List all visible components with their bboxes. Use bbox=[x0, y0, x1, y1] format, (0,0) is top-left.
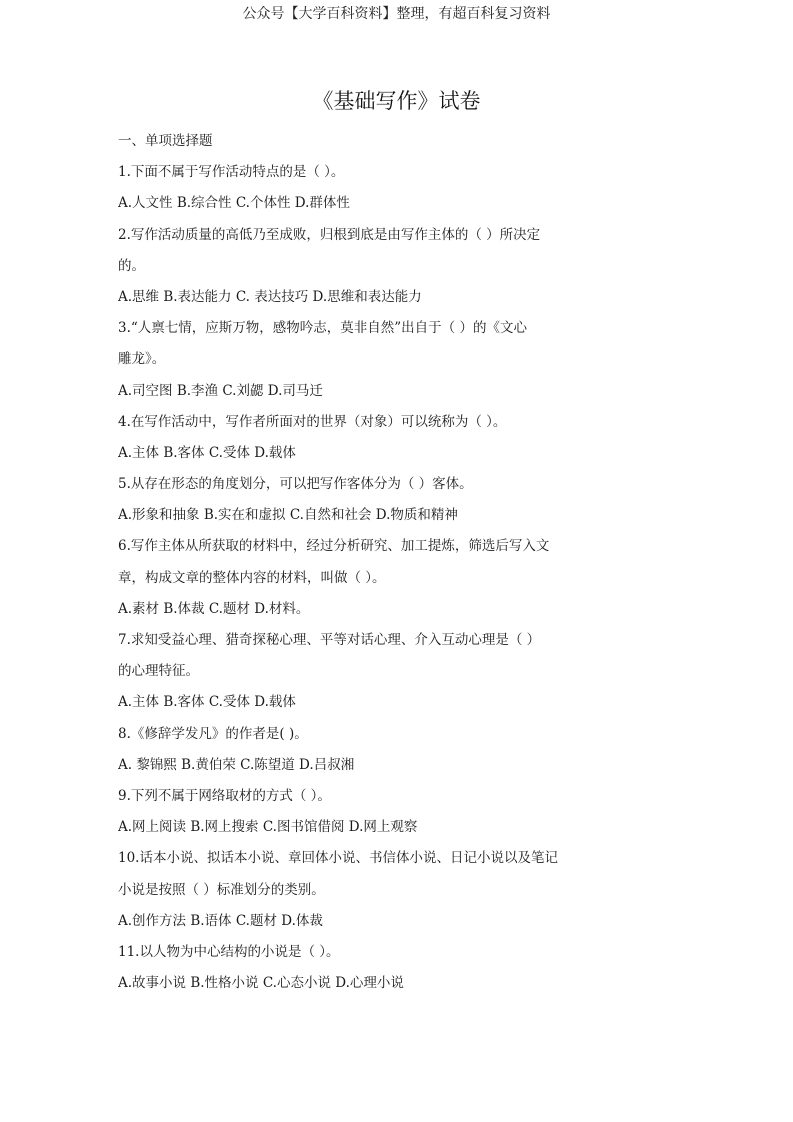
text-line: A.故事小说 B.性格小说 C.心态小说 D.心理小说 bbox=[118, 975, 404, 992]
text-line: A. 黎锦熙 B.黄伯荣 C.陈望道 D.吕叔湘 bbox=[118, 756, 355, 773]
text-line: A.网上阅读 B.网上搜索 C.图书馆借阅 D.网上观察 bbox=[118, 819, 418, 836]
document-body bbox=[118, 126, 588, 999]
text-line: A.司空图 B.李渔 C.刘勰 D.司马迁 bbox=[118, 382, 323, 399]
text-line: 的。 bbox=[118, 257, 145, 274]
text-line: 7.求知受益心理、猎奇探秘心理、平等对话心理、介入互动心理是（ ） bbox=[118, 632, 541, 648]
text-line: 8.《修辞学发凡》的作者是( )。 bbox=[118, 725, 308, 742]
text-line: 9.下列不属于网络取材的方式（ ）。 bbox=[118, 787, 331, 804]
text-line: A.形象和抽象 B.实在和虚拟 C.自然和社会 D.物质和精神 bbox=[118, 507, 458, 524]
text-line: A.创作方法 B.语体 C.题材 D.体裁 bbox=[118, 912, 323, 929]
text-line: 3.“人禀七情，应斯万物，感物吟志，莫非自然”出自于（ ）的《文心 bbox=[118, 320, 527, 337]
page-header: 公众号【大学百科资料】整理，有超百科复习资料 bbox=[242, 6, 551, 22]
text-line: 10.话本小说、拟话本小说、章回体小说、书信体小说、日记小说以及笔记 bbox=[118, 850, 558, 867]
text-line: 4.在写作活动中，写作者所面对的世界（对象）可以统称为（ ）。 bbox=[118, 413, 507, 430]
text-line: 小说是按照（ ）标准划分的类别。 bbox=[118, 881, 325, 898]
text-line: 雕龙》。 bbox=[118, 351, 166, 368]
text-line: 章，构成文章的整体内容的材料，叫做（ ）。 bbox=[118, 569, 386, 586]
text-line: 2.写作活动质量的高低乃至成败，归根到底是由写作主体的（ ）所决定 bbox=[118, 226, 541, 243]
text-line: A.主体 B.客体 C.受体 D.载体 bbox=[118, 694, 296, 711]
text-line: A.素材 B.体裁 C.题材 D.材料。 bbox=[118, 600, 310, 617]
section-heading: 一、单项选择题 bbox=[118, 133, 213, 149]
text-line: 11.以人物为中心结构的小说是（ ）。 bbox=[118, 943, 340, 960]
text-line: A.人文性 B.综合性 C.个体性 D.群体性 bbox=[118, 195, 350, 212]
text-line: 5.从存在形态的角度划分，可以把写作客体分为（ ）客体。 bbox=[118, 476, 473, 493]
text-line: A.思维 B.表达能力 C. 表达技巧 D.思维和表达能力 bbox=[118, 288, 422, 305]
document-title: 《基础写作》试卷 bbox=[312, 89, 481, 113]
text-line: 的心理特征。 bbox=[118, 663, 199, 680]
text-line: A.主体 B.客体 C.受体 D.载体 bbox=[118, 444, 296, 461]
text-line: 1.下面不属于写作活动特点的是（ ）。 bbox=[118, 164, 345, 181]
text-line: 6.写作主体从所获取的材料中，经过分析研究、加工提炼，筛选后写入文 bbox=[118, 538, 550, 555]
